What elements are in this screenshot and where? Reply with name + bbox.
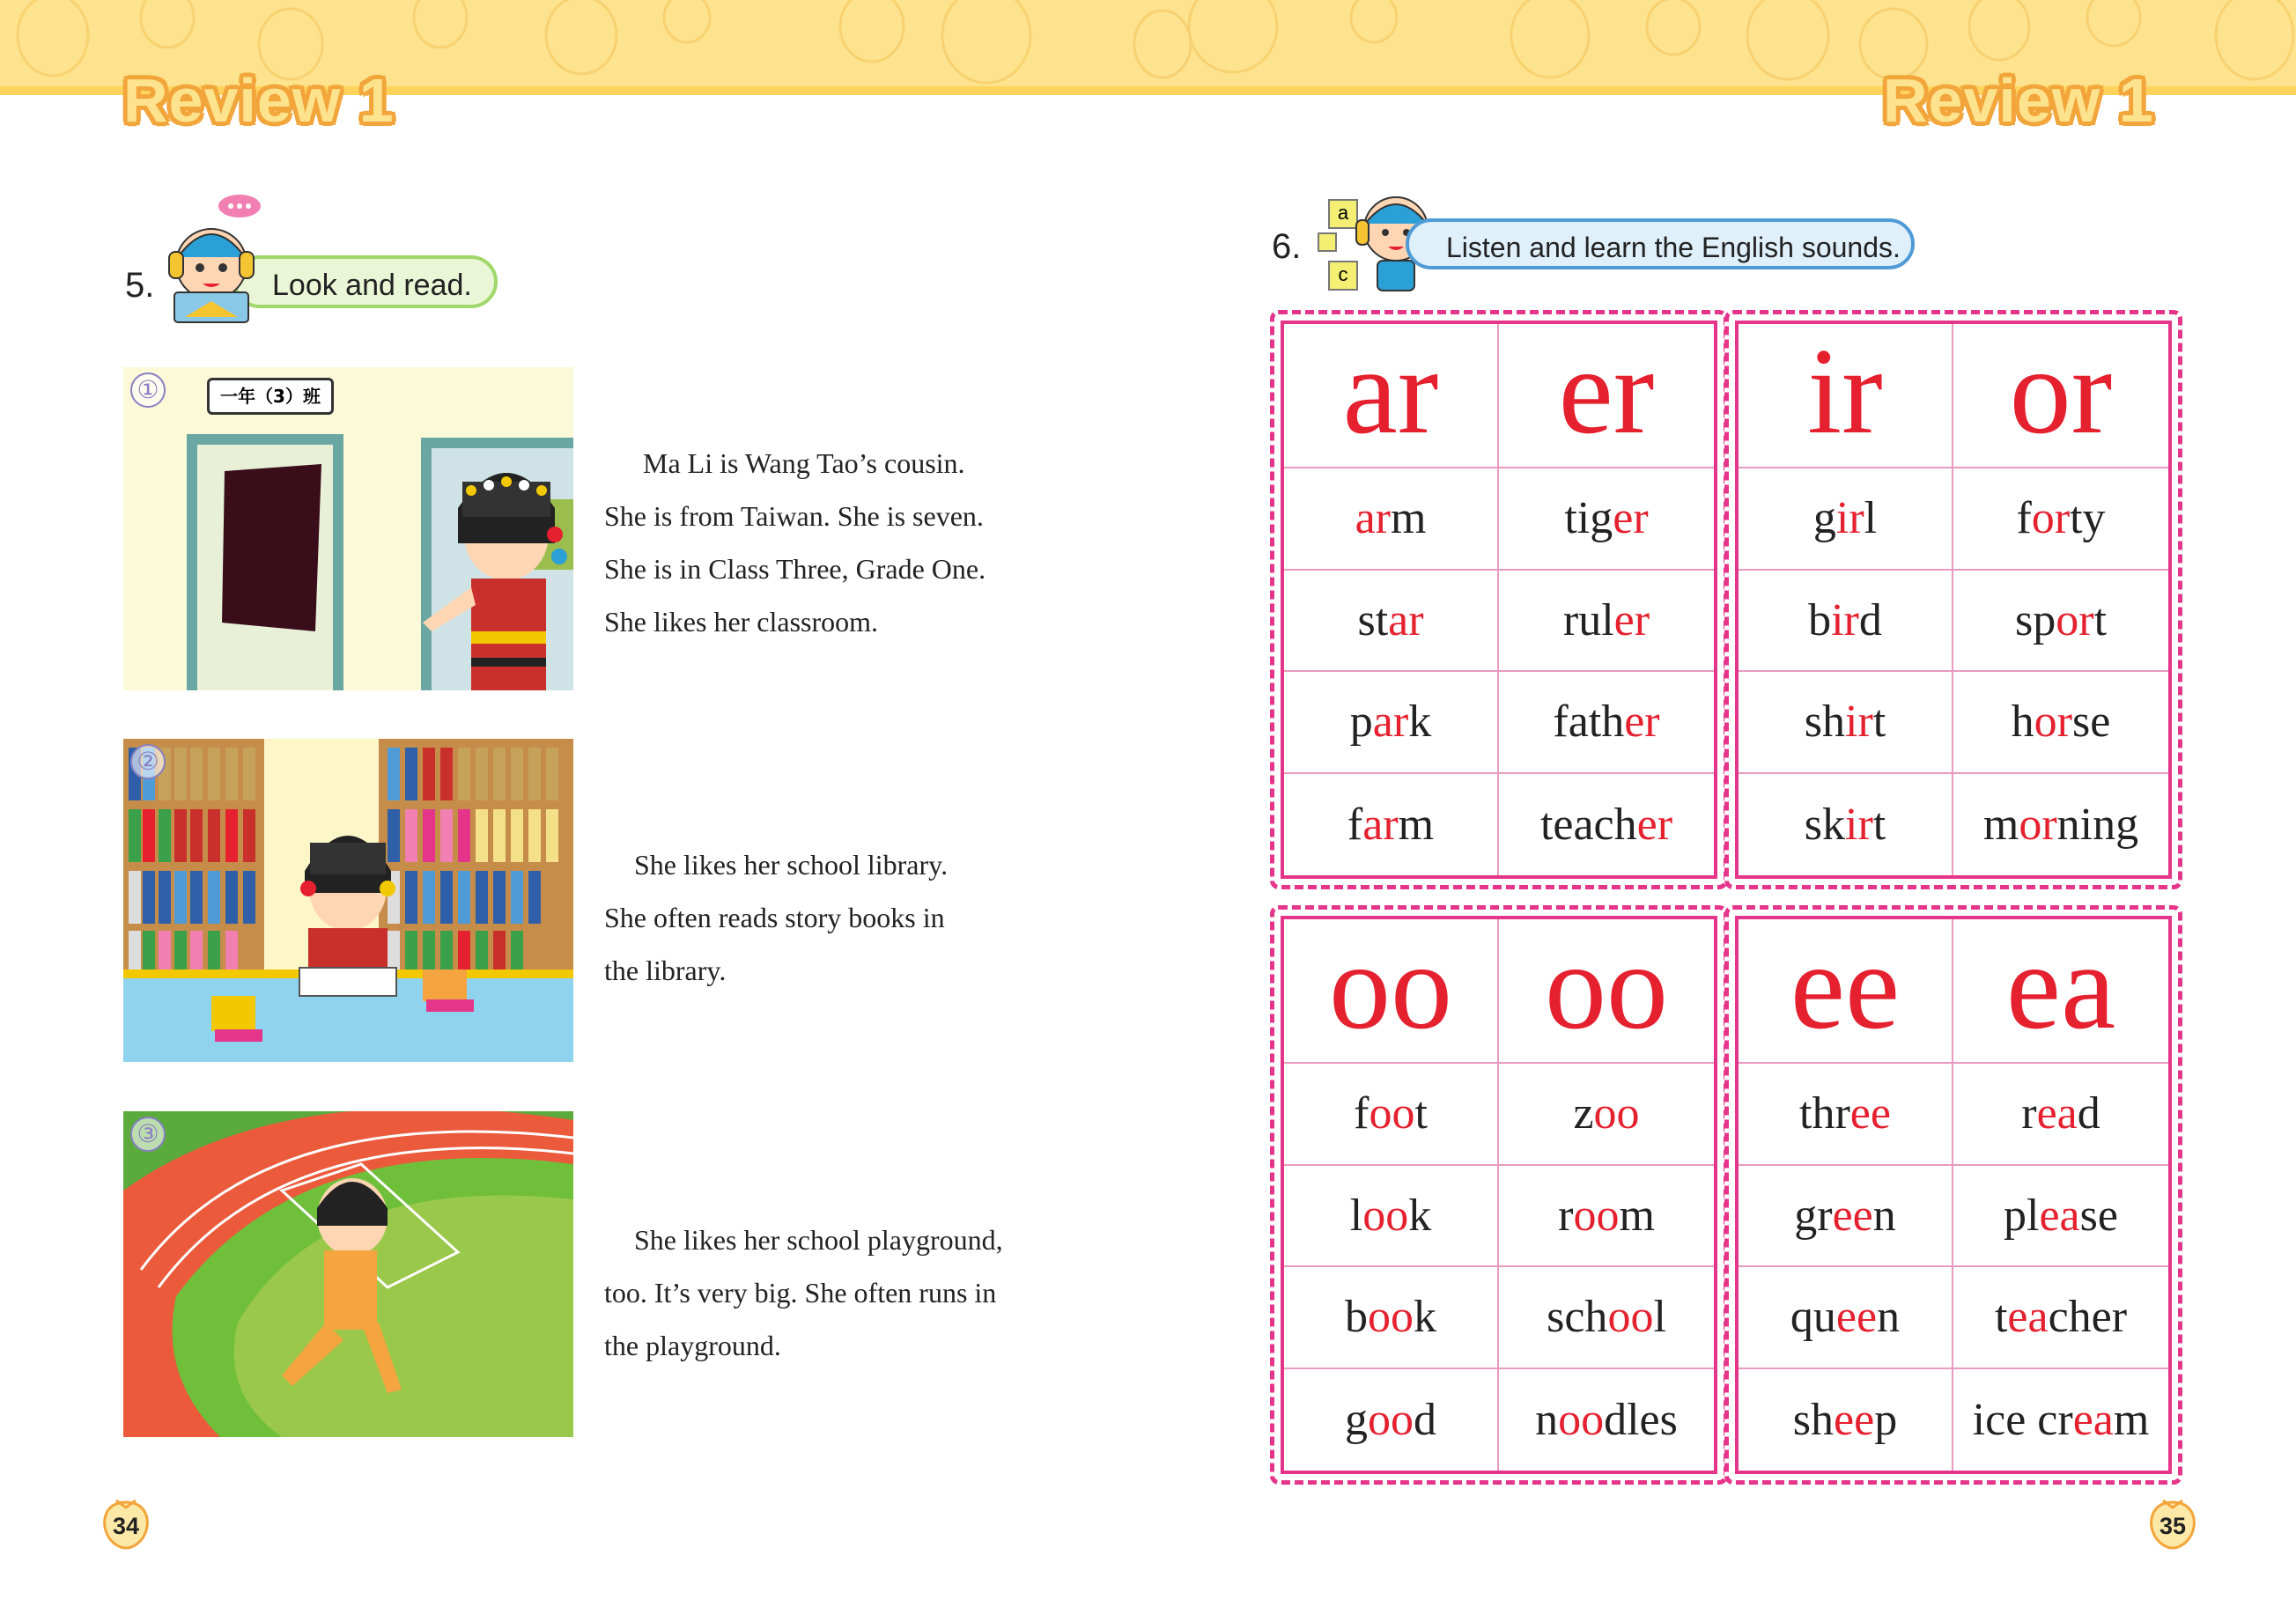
word-part: rul bbox=[1562, 594, 1614, 645]
highlighted-sound: oo bbox=[1558, 1394, 1605, 1445]
library-scene bbox=[123, 739, 573, 1062]
highlighted-sound: er bbox=[1613, 493, 1649, 544]
highlighted-sound: ee bbox=[1849, 1088, 1891, 1139]
word-part: f bbox=[1347, 799, 1363, 850]
example-word bbox=[1499, 1267, 1714, 1369]
sound-header: er bbox=[1499, 324, 1714, 468]
word-part: k bbox=[1408, 697, 1432, 748]
word-part: t bbox=[1994, 1292, 2008, 1343]
word-part: m bbox=[1398, 799, 1435, 850]
highlighted-sound: ar bbox=[1372, 697, 1409, 748]
highlighted-sound: oo bbox=[1368, 1394, 1414, 1445]
word-part: m bbox=[1982, 799, 2019, 850]
word-part: r bbox=[2021, 1088, 2037, 1139]
sound-table-ee-ea bbox=[1724, 905, 2182, 1485]
text-line: She is from Taiwan. She is seven. bbox=[604, 500, 984, 532]
sound-header: ee bbox=[1739, 919, 1953, 1064]
example-word bbox=[1284, 774, 1499, 876]
sound-grid bbox=[1281, 321, 1717, 879]
highlighted-sound: ir bbox=[1845, 799, 1873, 850]
example-word bbox=[1499, 672, 1714, 774]
word-part: sch bbox=[1547, 1292, 1608, 1343]
word-part: ning bbox=[2056, 799, 2139, 850]
word-part: qu bbox=[1790, 1292, 1836, 1343]
word-part: g bbox=[1345, 1394, 1368, 1445]
word-part: l bbox=[1653, 1292, 1666, 1343]
word-part: tig bbox=[1564, 493, 1613, 544]
highlighted-sound: oo bbox=[1362, 1190, 1409, 1241]
highlighted-sound: ar bbox=[1362, 799, 1399, 850]
word-part: m bbox=[1390, 493, 1427, 544]
highlighted-sound: ee bbox=[1832, 1190, 1873, 1241]
mascot-icon bbox=[159, 194, 264, 326]
highlighted-sound: oo bbox=[1573, 1190, 1620, 1241]
playground-illustration bbox=[123, 1111, 573, 1437]
classroom-scene bbox=[123, 367, 573, 690]
sound-table-ar-er bbox=[1270, 310, 1728, 889]
page-number-right bbox=[2147, 1495, 2198, 1550]
highlighted-sound: or bbox=[2031, 493, 2071, 544]
highlighted-sound: ar bbox=[1388, 594, 1424, 645]
exercise-number: 6. bbox=[1272, 227, 1302, 266]
example-word bbox=[1953, 1064, 2168, 1166]
text-line: the playground. bbox=[604, 1330, 781, 1361]
highlighted-sound: ee bbox=[1834, 1394, 1875, 1445]
example-word bbox=[1284, 571, 1499, 673]
example-word bbox=[1739, 672, 1953, 774]
page-title-right: Review 1 bbox=[1883, 66, 2154, 135]
highlighted-sound: ee bbox=[1835, 1292, 1878, 1343]
word-part: t bbox=[1872, 697, 1886, 748]
sound-header: ir bbox=[1739, 324, 1953, 468]
word-part: t bbox=[1414, 1088, 1428, 1139]
word-part: k bbox=[1414, 1292, 1436, 1343]
highlighted-sound: oo bbox=[1593, 1088, 1640, 1139]
page-number-text: 34 bbox=[112, 1513, 140, 1539]
highlighted-sound: ir bbox=[1831, 594, 1859, 645]
page-number-left bbox=[100, 1495, 151, 1550]
example-word bbox=[1499, 468, 1714, 571]
panel-number-2: ② bbox=[130, 744, 166, 779]
instruction-text: Listen and learn the English sounds. bbox=[1446, 232, 1901, 263]
text-line: Ma Li is Wang Tao’s cousin. bbox=[643, 447, 965, 479]
playground-scene bbox=[123, 1111, 573, 1437]
example-word bbox=[1953, 1369, 2168, 1471]
word-part: se bbox=[2079, 1190, 2118, 1241]
classroom-sign: 一年（3）班 bbox=[207, 378, 334, 415]
word-part: sk bbox=[1804, 799, 1846, 850]
highlighted-sound: ea bbox=[2072, 1394, 2114, 1445]
example-word bbox=[1499, 1369, 1714, 1471]
letter-card-blank bbox=[1318, 232, 1337, 252]
panel-number-3: ③ bbox=[130, 1117, 166, 1152]
text-line: She is in Class Three, Grade One. bbox=[604, 553, 986, 585]
highlighted-sound: oo bbox=[1369, 1088, 1415, 1139]
highlighted-sound: ea bbox=[2036, 1088, 2078, 1139]
example-word bbox=[1284, 1064, 1499, 1166]
word-part: t bbox=[2093, 594, 2108, 645]
panel-number-1: ① bbox=[130, 372, 166, 408]
highlighted-sound: ir bbox=[1835, 493, 1864, 544]
highlighted-sound: ar bbox=[1355, 493, 1391, 544]
instruction-bubble bbox=[233, 255, 498, 308]
word-part: sh bbox=[1804, 697, 1846, 748]
word-part: p bbox=[1349, 697, 1373, 748]
word-part: n bbox=[1872, 1190, 1896, 1241]
library-illustration bbox=[123, 739, 573, 1062]
example-word bbox=[1739, 468, 1953, 571]
example-word bbox=[1499, 1064, 1714, 1166]
highlighted-sound: er bbox=[1613, 594, 1650, 645]
page-title-left: Review 1 bbox=[123, 66, 395, 135]
example-word bbox=[1284, 1369, 1499, 1471]
example-word bbox=[1284, 1166, 1499, 1268]
example-word bbox=[1739, 1064, 1953, 1166]
word-part: l bbox=[1349, 1190, 1363, 1241]
word-part: d bbox=[1858, 594, 1882, 645]
sound-grid bbox=[1735, 916, 2172, 1474]
word-part: b bbox=[1808, 594, 1832, 645]
text-line: She likes her school playground, bbox=[634, 1224, 1003, 1256]
highlighted-sound: oo bbox=[1368, 1292, 1414, 1343]
page-number-text: 35 bbox=[2159, 1513, 2187, 1539]
word-part: m bbox=[1619, 1190, 1655, 1241]
sound-header: oo bbox=[1499, 919, 1714, 1064]
word-part: b bbox=[1345, 1292, 1368, 1343]
word-part: r bbox=[1558, 1190, 1574, 1241]
word-part: gr bbox=[1794, 1190, 1833, 1241]
example-word bbox=[1739, 1166, 1953, 1268]
sound-header: ar bbox=[1284, 324, 1499, 468]
text-line: She likes her classroom. bbox=[604, 606, 879, 638]
example-word bbox=[1953, 1267, 2168, 1369]
word-part: n bbox=[1535, 1394, 1559, 1445]
sound-table-ir-or bbox=[1724, 310, 2182, 889]
word-part: ty bbox=[2070, 493, 2106, 544]
word-part: l bbox=[1864, 493, 1878, 544]
highlighted-sound: or bbox=[2019, 799, 2057, 850]
word-part: dles bbox=[1604, 1394, 1678, 1445]
example-word bbox=[1953, 672, 2168, 774]
highlighted-sound: or bbox=[2056, 594, 2094, 645]
sound-header: ea bbox=[1953, 919, 2168, 1064]
sound-header: or bbox=[1953, 324, 2168, 468]
word-part: m bbox=[2113, 1394, 2150, 1445]
highlighted-sound: er bbox=[1636, 799, 1673, 850]
word-part: fath bbox=[1553, 697, 1625, 748]
panel-1-text bbox=[604, 437, 986, 648]
example-word bbox=[1739, 1267, 1953, 1369]
word-part: sh bbox=[1792, 1394, 1835, 1445]
word-part: h bbox=[2011, 697, 2034, 748]
word-part: cher bbox=[2048, 1292, 2128, 1343]
example-word bbox=[1953, 468, 2168, 571]
letter-card-c: c bbox=[1328, 261, 1358, 291]
text-line: the library. bbox=[604, 955, 727, 986]
example-word bbox=[1284, 672, 1499, 774]
example-word bbox=[1739, 1369, 1953, 1471]
example-word bbox=[1953, 774, 2168, 876]
word-part: t bbox=[1872, 799, 1886, 850]
word-part: p bbox=[1874, 1394, 1898, 1445]
sound-grid bbox=[1281, 916, 1717, 1474]
text-line: She likes her school library. bbox=[634, 849, 949, 881]
example-word bbox=[1284, 468, 1499, 571]
text-line: She often reads story books in bbox=[604, 902, 945, 933]
word-part: se bbox=[2072, 697, 2111, 748]
example-word bbox=[1499, 774, 1714, 876]
word-part: ice cr bbox=[1972, 1394, 2073, 1445]
panel-3-text bbox=[604, 1213, 1003, 1372]
highlighted-sound: ea bbox=[2039, 1190, 2080, 1241]
word-part: pl bbox=[2004, 1190, 2040, 1241]
word-part: f bbox=[1354, 1088, 1369, 1139]
word-part: st bbox=[1357, 594, 1389, 645]
exercise-number: 5. bbox=[125, 266, 155, 305]
example-word bbox=[1284, 1267, 1499, 1369]
example-word bbox=[1739, 571, 1953, 673]
instruction-bubble bbox=[1406, 218, 1915, 269]
highlighted-sound: or bbox=[2034, 697, 2072, 748]
word-part: d bbox=[1414, 1394, 1436, 1445]
letter-card-a: a bbox=[1328, 199, 1358, 229]
word-part: f bbox=[2016, 493, 2032, 544]
word-part: teach bbox=[1539, 799, 1637, 850]
sound-grid bbox=[1735, 321, 2172, 879]
highlighted-sound: oo bbox=[1607, 1292, 1654, 1343]
word-part: g bbox=[1812, 493, 1836, 544]
word-part: thr bbox=[1799, 1088, 1850, 1139]
example-word bbox=[1499, 571, 1714, 673]
panel-2-text bbox=[604, 838, 948, 997]
word-part: z bbox=[1573, 1088, 1594, 1139]
word-part: k bbox=[1408, 1190, 1432, 1241]
word-part: n bbox=[1877, 1292, 1901, 1343]
sound-header: oo bbox=[1284, 919, 1499, 1064]
instruction-text: Look and read. bbox=[272, 269, 472, 302]
example-word bbox=[1739, 774, 1953, 876]
highlighted-sound: er bbox=[1624, 697, 1660, 748]
example-word bbox=[1953, 571, 2168, 673]
word-part: sp bbox=[2014, 594, 2056, 645]
classroom-illustration bbox=[123, 367, 573, 690]
example-word bbox=[1499, 1166, 1714, 1268]
word-part: d bbox=[2077, 1088, 2100, 1139]
text-line: too. It’s very big. She often runs in bbox=[604, 1277, 997, 1309]
highlighted-sound: ea bbox=[2007, 1292, 2049, 1343]
highlighted-sound: ir bbox=[1845, 697, 1873, 748]
sound-table-oo-oo bbox=[1270, 905, 1728, 1485]
example-word bbox=[1953, 1166, 2168, 1268]
